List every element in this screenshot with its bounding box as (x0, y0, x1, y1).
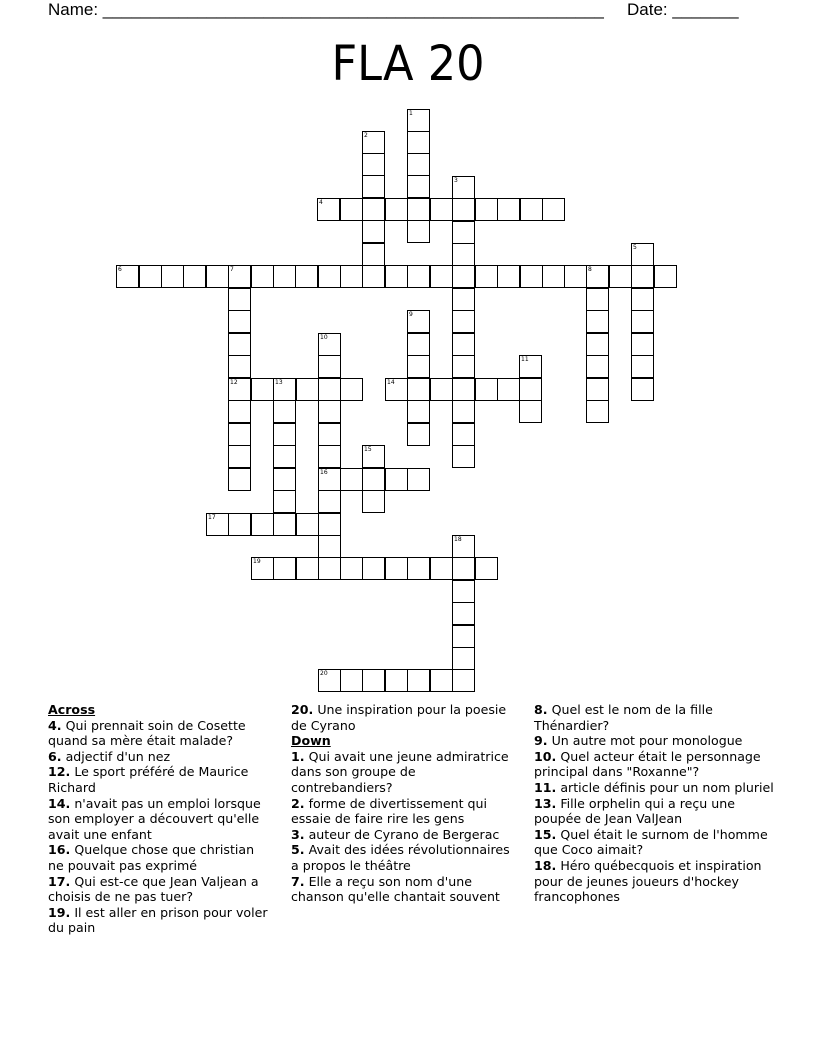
grid-cell[interactable] (407, 468, 430, 491)
grid-cell[interactable] (452, 580, 475, 603)
grid-cell[interactable] (497, 198, 520, 221)
grid-cell[interactable] (452, 310, 475, 333)
grid-cell[interactable] (586, 333, 609, 356)
grid-cell[interactable] (586, 355, 609, 378)
grid-cell[interactable] (273, 445, 296, 468)
grid-cell[interactable] (586, 378, 609, 401)
grid-cell[interactable] (251, 557, 274, 580)
grid-cell[interactable] (631, 288, 654, 311)
cell-number: 9 (409, 311, 413, 318)
grid-cell[interactable] (228, 423, 251, 446)
cell-number: 19 (253, 558, 261, 565)
grid-cell[interactable] (228, 288, 251, 311)
date-field-line: Date: _______ (627, 0, 739, 19)
grid-cell[interactable] (452, 400, 475, 423)
grid-cell[interactable] (206, 513, 229, 536)
grid-cell[interactable] (318, 445, 341, 468)
clue-down-8: 8. Quel est le nom de la fille Thénardier? (534, 702, 713, 733)
clue-across-19: 19. Il est aller en prison pour voler du pain (48, 904, 268, 936)
grid-cell[interactable] (385, 378, 408, 401)
clue-down-1: 1. Qui avait une jeune admiratrice dans son groupe de contrebandiers? (291, 748, 509, 795)
grid-cell[interactable] (452, 602, 475, 625)
grid-cell[interactable] (318, 265, 341, 288)
grid-cell[interactable] (362, 265, 385, 288)
grid-cell[interactable] (475, 557, 498, 580)
clue-down-10: 10. Quel acteur était le personnage principal dans "Roxanne"? (534, 748, 761, 780)
down-heading: Down (291, 733, 331, 749)
grid-cell[interactable] (631, 265, 654, 288)
cell-number: 16 (320, 469, 328, 476)
grid-cell[interactable] (362, 153, 385, 176)
grid-cell[interactable] (407, 265, 430, 288)
grid-cell[interactable] (430, 669, 453, 692)
clue-across-6: 6. adjectif d'un nez (48, 748, 171, 764)
grid-cell[interactable] (407, 175, 430, 198)
grid-cell[interactable] (273, 400, 296, 423)
grid-cell[interactable] (385, 265, 408, 288)
grid-cell[interactable] (586, 310, 609, 333)
grid-cell[interactable] (452, 243, 475, 266)
grid-cell[interactable] (362, 468, 385, 491)
grid-cell[interactable] (273, 513, 296, 536)
clue-down-18: 18. Héro québecquois et inspiration pour de jeunes joueurs d'hockey francophones (534, 857, 762, 905)
grid-cell[interactable] (430, 557, 453, 580)
grid-cell[interactable] (318, 557, 341, 580)
grid-cell[interactable] (542, 265, 565, 288)
grid-cell[interactable] (251, 265, 274, 288)
cell-number: 14 (387, 379, 395, 386)
grid-cell[interactable] (452, 669, 475, 692)
cell-number: 3 (454, 177, 458, 184)
grid-cell[interactable] (296, 557, 319, 580)
grid-cell[interactable] (317, 198, 340, 221)
cell-number: 20 (320, 670, 328, 677)
cell-number: 5 (633, 244, 637, 251)
cell-number: 12 (230, 379, 238, 386)
grid-cell[interactable] (362, 131, 385, 154)
clue-across-12: 12. Le sport préféré de Maurice Richard (48, 764, 249, 795)
grid-cell[interactable] (228, 310, 251, 333)
grid-cell[interactable] (475, 265, 498, 288)
clue-down-11: 11. article définis pour un nom pluriel (534, 779, 774, 795)
cell-number: 17 (208, 514, 216, 521)
grid-cell[interactable] (318, 333, 341, 356)
grid-cell[interactable] (407, 220, 430, 243)
grid-cell[interactable] (116, 265, 139, 288)
grid-cell[interactable] (251, 513, 274, 536)
grid-cell[interactable] (475, 198, 498, 221)
grid-cell[interactable] (452, 265, 475, 288)
grid-cell[interactable] (228, 468, 251, 491)
grid-cell[interactable] (161, 265, 184, 288)
cell-number: 6 (118, 266, 122, 273)
grid-cell[interactable] (228, 355, 251, 378)
cell-number: 1 (409, 110, 413, 117)
grid-cell[interactable] (385, 669, 408, 692)
clue-down-9: 9. Un autre mot pour monologue (534, 733, 743, 749)
grid-cell[interactable] (362, 669, 385, 692)
cell-number: 4 (319, 199, 323, 206)
name-field-line: Name: _____________________________________________________ (48, 0, 604, 19)
grid-cell[interactable] (407, 153, 430, 176)
grid-cell[interactable] (228, 333, 251, 356)
clue-down-3: 3. auteur de Cyrano de Bergerac (291, 826, 500, 842)
cell-number: 18 (454, 536, 462, 543)
cell-number: 15 (364, 446, 372, 453)
grid-cell[interactable] (228, 378, 251, 401)
grid-cell[interactable] (452, 176, 475, 199)
grid-cell[interactable] (631, 378, 654, 401)
grid-cell[interactable] (586, 288, 609, 311)
grid-cell[interactable] (362, 243, 385, 266)
clue-across-4: 4. Qui prennait soin de Cosette quand sa mère était malade? (48, 717, 246, 749)
grid-cell[interactable] (519, 355, 542, 378)
grid-cell[interactable] (654, 265, 677, 288)
grid-cell[interactable] (206, 265, 229, 288)
grid-cell[interactable] (362, 490, 385, 513)
grid-cell[interactable] (318, 535, 341, 558)
grid-cell[interactable] (452, 535, 475, 558)
clue-down-13: 13. Fille orphelin qui a reçu une poupée de Jean ValJean (534, 795, 735, 827)
grid-cell[interactable] (452, 288, 475, 311)
grid-cell[interactable] (318, 400, 341, 423)
grid-cell[interactable] (452, 557, 475, 580)
grid-cell[interactable] (519, 400, 542, 423)
grid-cell[interactable] (385, 198, 408, 221)
grid-cell[interactable] (452, 333, 475, 356)
grid-cell[interactable] (362, 220, 385, 243)
grid-cell[interactable] (318, 468, 341, 491)
grid-cell[interactable] (519, 378, 542, 401)
grid-cell[interactable] (318, 423, 341, 446)
grid-cell[interactable] (362, 175, 385, 198)
grid-cell[interactable] (497, 265, 520, 288)
grid-cell[interactable] (452, 198, 475, 221)
grid-cell[interactable] (407, 400, 430, 423)
grid-cell[interactable] (407, 333, 430, 356)
grid-cell[interactable] (452, 445, 475, 468)
clues-column-2 (291, 702, 516, 905)
grid-cell[interactable] (318, 355, 341, 378)
grid-cell[interactable] (228, 513, 251, 536)
grid-cell[interactable] (273, 468, 296, 491)
grid-cell[interactable] (452, 378, 475, 401)
grid-cell[interactable] (520, 198, 543, 221)
clue-across-17: 17. Qui est-ce que Jean Valjean a choisis de ne pas tuer? (48, 873, 259, 905)
across-heading: Across (48, 702, 96, 717)
grid-cell[interactable] (564, 265, 587, 288)
grid-cell[interactable] (340, 198, 363, 221)
grid-cell[interactable] (586, 265, 609, 288)
clue-down-2: 2. forme de divertissement qui essaie de faire rire les gens (291, 795, 488, 827)
clue-down-5: 5. Avait des idées révolutionnaires a propos le théâtre (291, 842, 510, 873)
grid-cell[interactable] (542, 198, 565, 221)
grid-cell[interactable] (340, 378, 363, 401)
grid-cell[interactable] (228, 445, 251, 468)
grid-cell[interactable] (318, 669, 341, 692)
grid-cell[interactable] (430, 198, 453, 221)
grid-cell[interactable] (407, 557, 430, 580)
grid-cell[interactable] (407, 131, 430, 154)
cell-number: 2 (364, 132, 368, 139)
grid-cell[interactable] (273, 265, 296, 288)
grid-cell[interactable] (407, 355, 430, 378)
cell-number: 11 (521, 356, 529, 363)
grid-cell[interactable] (296, 378, 319, 401)
grid-cell[interactable] (407, 423, 430, 446)
grid-cell[interactable] (407, 109, 430, 132)
grid-cell[interactable] (407, 378, 430, 401)
grid-cell[interactable] (251, 378, 274, 401)
grid-cell[interactable] (295, 265, 318, 288)
grid-cell[interactable] (609, 265, 632, 288)
grid-cell[interactable] (475, 378, 498, 401)
grid-cell[interactable] (520, 265, 543, 288)
grid-cell[interactable] (385, 557, 408, 580)
grid-cell[interactable] (318, 513, 341, 536)
grid-cell[interactable] (497, 378, 520, 401)
grid-cell[interactable] (452, 355, 475, 378)
grid-cell[interactable] (139, 265, 162, 288)
clue-across-20: 20. Une inspiration pour la poesie de Cyrano (291, 702, 507, 733)
grid-cell[interactable] (631, 310, 654, 333)
grid-cell[interactable] (183, 265, 206, 288)
grid-cell[interactable] (362, 557, 385, 580)
grid-cell[interactable] (452, 647, 475, 670)
grid-cell[interactable] (631, 333, 654, 356)
clues-column-1 (48, 702, 273, 936)
puzzle-title: FLA 20 (331, 36, 485, 92)
grid-cell[interactable] (452, 423, 475, 446)
grid-cell[interactable] (362, 445, 385, 468)
grid-cell[interactable] (407, 198, 430, 221)
grid-cell[interactable] (340, 557, 363, 580)
clue-down-7: 7. Elle a reçu son nom d'une chanson qu'elle chantait souvent (291, 873, 500, 905)
grid-cell[interactable] (430, 265, 453, 288)
grid-cell[interactable] (318, 490, 341, 513)
grid-cell[interactable] (430, 378, 453, 401)
grid-cell[interactable] (452, 625, 475, 648)
grid-cell[interactable] (631, 243, 654, 266)
grid-cell[interactable] (586, 400, 609, 423)
grid-cell[interactable] (340, 265, 363, 288)
grid-cell[interactable] (273, 557, 296, 580)
grid-cell[interactable] (340, 468, 363, 491)
clue-across-16: 16. Quelque chose que christian ne pouvait pas exprimé (48, 842, 255, 873)
grid-cell[interactable] (273, 423, 296, 446)
grid-cell[interactable] (228, 265, 251, 288)
grid-cell[interactable] (273, 378, 296, 401)
grid-cell[interactable] (362, 198, 385, 221)
cell-number: 8 (588, 266, 592, 273)
grid-cell[interactable] (318, 378, 341, 401)
cell-number: 13 (275, 379, 283, 386)
grid-cell[interactable] (228, 400, 251, 423)
cell-number: 7 (230, 266, 234, 273)
clue-down-15: 15. Quel était le surnom de l'homme que Coco aimait? (534, 826, 768, 858)
grid-cell[interactable] (407, 310, 430, 333)
grid-cell[interactable] (385, 468, 408, 491)
grid-cell[interactable] (296, 513, 319, 536)
clues-column-3 (534, 702, 774, 905)
grid-cell[interactable] (452, 221, 475, 244)
grid-cell[interactable] (407, 669, 430, 692)
clue-across-14: 14. n'avait pas un emploi lorsque son employer a découvert qu'elle avait une enfant (48, 795, 261, 842)
grid-cell[interactable] (273, 490, 296, 513)
grid-cell[interactable] (631, 355, 654, 378)
cell-number: 10 (320, 334, 328, 341)
grid-cell[interactable] (340, 669, 363, 692)
